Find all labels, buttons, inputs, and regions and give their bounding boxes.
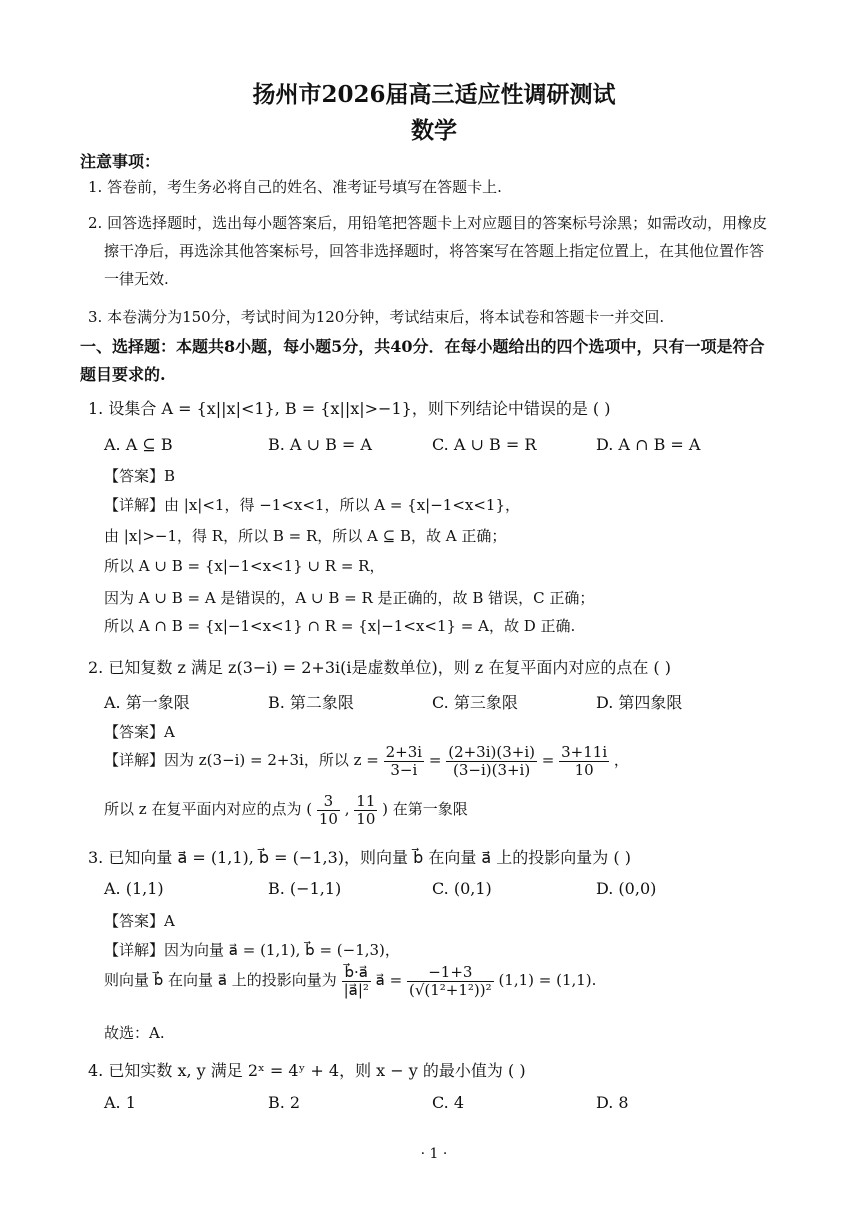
equals-sign: = xyxy=(541,751,555,769)
section-1-heading-line-2: 题目要求的. xyxy=(80,365,166,384)
question-3-option-a: A. (1,1) xyxy=(104,879,164,898)
question-2-explain-prefix: 【详解】因为 z(3−i) = 2+3i，所以 z = xyxy=(104,751,384,769)
fraction-2-den: (3−i)(3+i) xyxy=(452,760,531,779)
question-2-option-c: C. 第三象限 xyxy=(432,693,518,712)
question-4-option-c: C. 4 xyxy=(432,1093,465,1112)
notice-item-2-line-3: 一律无效. xyxy=(104,270,169,288)
value-den: (√(1²+1²))² xyxy=(408,980,492,999)
point-x-num: 3 xyxy=(317,793,340,811)
question-1-option-c: C. A ∪ B = R xyxy=(432,435,537,454)
notice-item-2-line-2: 擦干净后，再选涂其他答案标号，回答非选择题时，将答案写在答题上指定位置上，在其他位置作答 xyxy=(104,242,765,260)
question-1-stem: 1. 设集合 A = {x||x|<1}, B = {x||x|>−1}，则下列结论中错误的是 ( ) xyxy=(88,399,611,418)
question-1-option-b: B. A ∪ B = A xyxy=(268,435,372,454)
equals-sign: = xyxy=(428,751,442,769)
notice-heading: 注意事项： xyxy=(80,152,161,171)
comma: ， xyxy=(613,751,629,769)
exam-subject: 数学 xyxy=(411,117,457,144)
question-1-answer: 【答案】B xyxy=(104,467,176,485)
projection-num: b⃗·a⃗ xyxy=(342,964,371,982)
question-2-option-b: B. 第二象限 xyxy=(268,693,354,712)
value-fraction xyxy=(407,964,494,998)
notice-item-1: 1. 答卷前，考生务必将自己的姓名、准考证号填写在答题卡上. xyxy=(88,178,502,196)
fraction-1-den: 3−i xyxy=(390,760,418,779)
question-2-option-a: A. 第一象限 xyxy=(104,693,190,712)
question-1-explain-line-1: 【详解】由 |x|<1，得 −1<x<1，所以 A = {x|−1<x<1}， xyxy=(104,496,521,514)
page-number: · 1 · xyxy=(420,1146,448,1162)
question-2-explain-line-2 xyxy=(104,793,468,827)
question-4-option-b: B. 2 xyxy=(268,1093,301,1112)
fraction-3-den: 10 xyxy=(574,760,594,779)
point-y-den: 10 xyxy=(356,809,376,828)
question-1-explain-line-2: 由 |x|>−1，得 R，所以 B = R，所以 A ⊆ B，故 A 正确； xyxy=(104,527,507,545)
question-1-explain-line-4: 因为 A ∪ B = A 是错误的，A ∪ B = R 是正确的，故 B 错误，C 正确； xyxy=(104,589,595,607)
question-3-explain-line-1: 【详解】因为向量 a⃗ = (1,1), b⃗ = (−1,3)， xyxy=(104,941,400,959)
question-1-option-a: A. A ⊆ B xyxy=(104,435,173,454)
question-2-option-d: D. 第四象限 xyxy=(596,693,683,712)
fraction-1-num: 2+3i xyxy=(385,743,423,761)
fraction-3-num: 3+11i xyxy=(561,743,608,761)
point-y-fraction xyxy=(354,793,377,827)
fraction-2-num: (2+3i)(3+i) xyxy=(448,743,535,761)
question-4-stem: 4. 已知实数 x, y 满足 2ˣ = 4ʸ + 4，则 x − y 的最小值为 ( ) xyxy=(88,1061,526,1080)
question-3-explain-line-3: 故选：A. xyxy=(104,1024,165,1042)
question-1-option-d: D. A ∩ B = A xyxy=(596,435,701,454)
notice-item-2-line-1: 2. 回答选择题时，选出每小题答案后，用铅笔把答题卡上对应题目的答案标号涂黑；如需改动，用橡皮 xyxy=(88,214,768,232)
section-1-heading-line-1: 一、选择题：本题共8小题，每小题5分，共40分．在每小题给出的四个选项中，只有一项是符合 xyxy=(80,337,765,356)
question-3-option-b: B. (−1,1) xyxy=(268,879,342,898)
question-4-option-d: D. 8 xyxy=(596,1093,629,1112)
question-3-explain2-suffix: (1,1) = (1,1). xyxy=(498,971,597,989)
question-2-explain2-suffix: ) 在第一象限 xyxy=(382,800,468,818)
point-x-fraction xyxy=(317,793,340,827)
projection-fraction xyxy=(342,964,371,998)
question-4-option-a: A. 1 xyxy=(104,1093,136,1112)
question-2-explain2-prefix: 所以 z 在复平面内对应的点为 ( xyxy=(104,800,313,818)
fraction-3 xyxy=(559,744,609,778)
comma: , xyxy=(344,800,350,818)
question-3-explain-line-2 xyxy=(104,964,596,998)
value-num: −1+3 xyxy=(407,964,494,982)
question-3-explain2-prefix: 则向量 b⃗ 在向量 a⃗ 上的投影向量为 xyxy=(104,971,337,989)
notice-item-3: 3. 本卷满分为150分，考试时间为120分钟，考试结束后，将本试卷和答题卡一并交回. xyxy=(88,308,665,326)
question-2-explain-line-1 xyxy=(104,744,629,778)
point-y-num: 11 xyxy=(356,792,376,810)
question-2-stem: 2. 已知复数 z 满足 z(3−i) = 2+3i(i是虚数单位)，则 z 在复平面内对应的点在 ( ) xyxy=(88,658,671,677)
question-3-stem: 3. 已知向量 a⃗ = (1,1), b⃗ = (−1,3)，则向量 b⃗ 在向量 a⃗ 上的投影向量为 ( ) xyxy=(88,848,631,867)
fraction-2 xyxy=(446,744,537,778)
fraction-1 xyxy=(384,744,424,778)
vector-a: a⃗ = xyxy=(375,971,403,989)
question-3-answer: 【答案】A xyxy=(104,912,175,930)
question-3-option-d: D. (0,0) xyxy=(596,879,657,898)
projection-den: |a⃗|² xyxy=(343,980,369,999)
question-1-explain-line-3: 所以 A ∪ B = {x|−1<x<1} ∪ R = R， xyxy=(104,557,385,575)
question-2-answer: 【答案】A xyxy=(104,723,175,741)
exam-title: 扬州市2026届高三适应性调研测试 xyxy=(252,81,616,108)
question-3-option-c: C. (0,1) xyxy=(432,879,492,898)
question-1-explain-line-5: 所以 A ∩ B = {x|−1<x<1} ∩ R = {x|−1<x<1} = A，故 D 正确. xyxy=(104,617,576,635)
point-x-den: 10 xyxy=(318,809,338,828)
